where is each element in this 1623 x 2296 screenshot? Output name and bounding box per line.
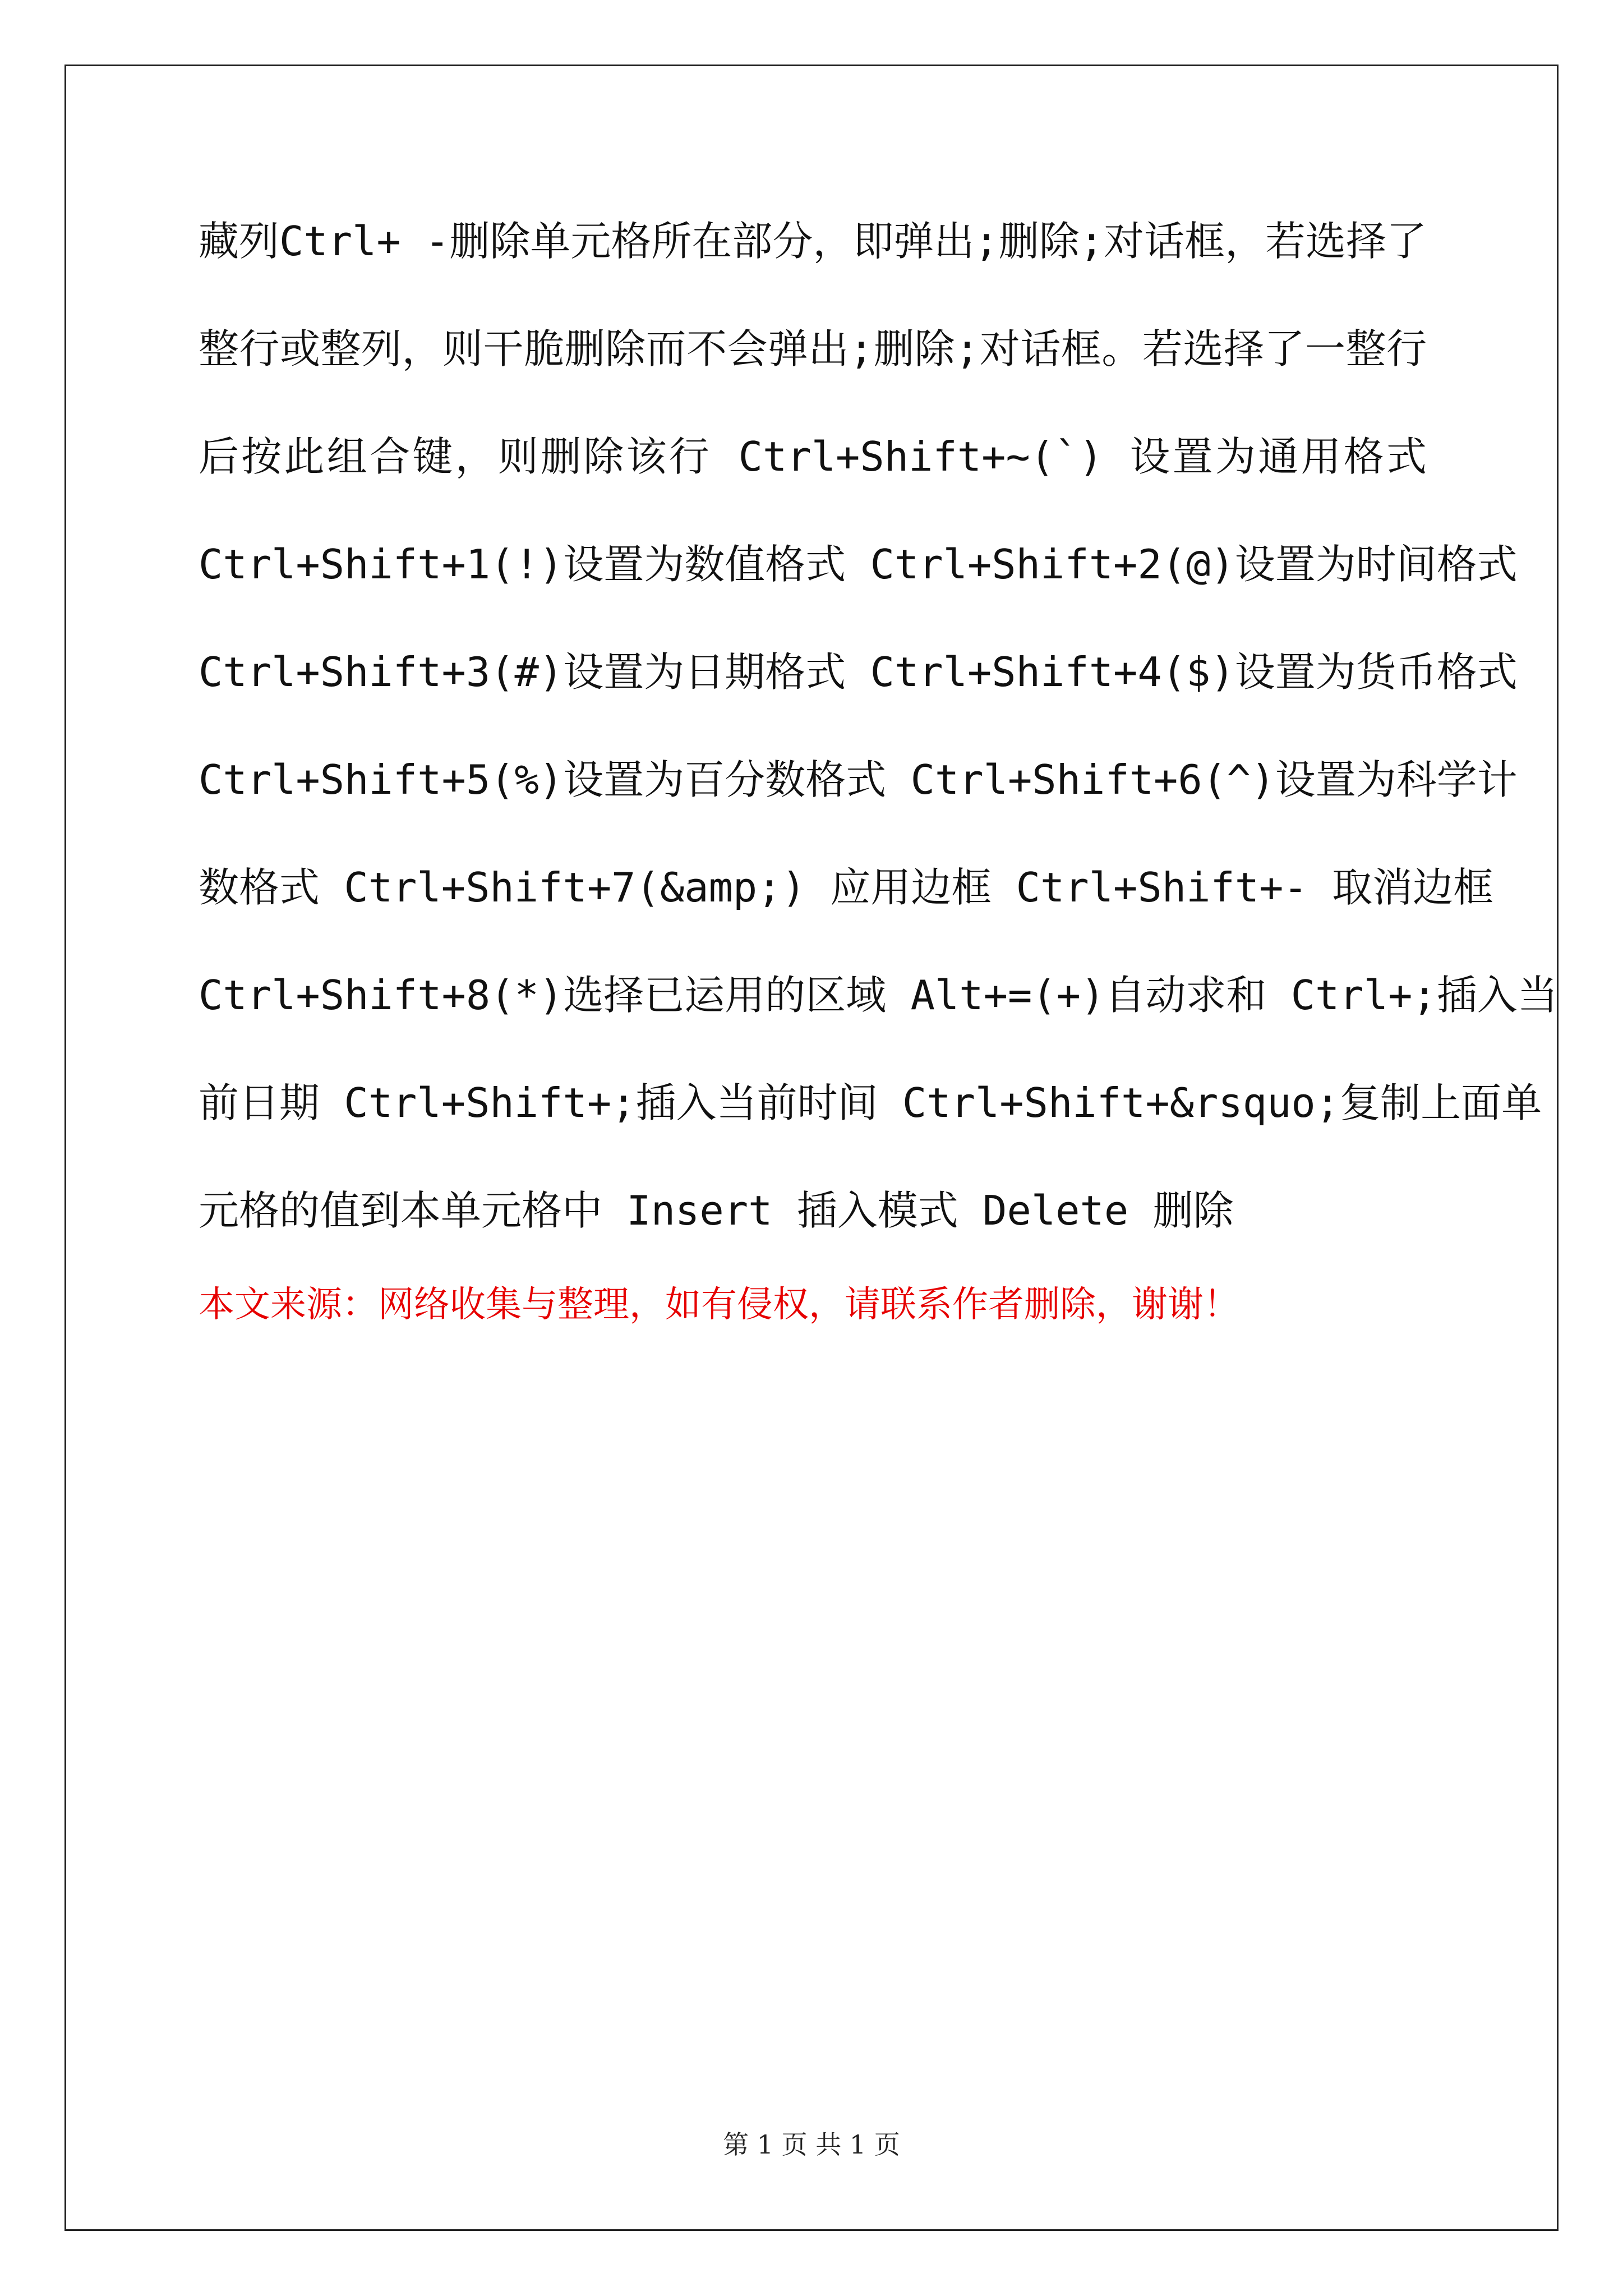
document-body (199, 214, 1558, 1291)
body-line-7: 数格式 Ctrl+Shift+7(&amp;) 应用边框 Ctrl+Shift+- 取消边框 (199, 864, 1494, 911)
body-line-1: 藏列Ctrl+ -删除单元格所在部分，即弹出;删除;对话框，若选择了 (199, 218, 1427, 265)
source-note: 本文来源：网络收集与整理，如有侵权，请联系作者删除，谢谢！ (199, 1284, 1239, 1326)
body-line-9: 前日期 Ctrl+Shift+;插入当前时间 Ctrl+Shift+&rsquo;复制上面单 (199, 1079, 1542, 1126)
body-line-4: Ctrl+Shift+1(!)设置为数值格式 Ctrl+Shift+2(@)设置为时间格式 (199, 541, 1518, 588)
page-number-footer: 第 1 页 共 1 页 (723, 2129, 900, 2160)
body-line-5: Ctrl+Shift+3(#)设置为日期格式 Ctrl+Shift+4($)设置为货币格式 (199, 648, 1518, 696)
body-line-3: 后按此组合键，则删除该行 Ctrl+Shift+~(`) 设置为通用格式 (199, 433, 1427, 480)
body-line-10: 元格的值到本单元格中 Insert 插入模式 Delete 删除 (199, 1187, 1234, 1234)
body-line-2: 整行或整列，则干脆删除而不会弹出;删除;对话框。若选择了一整行 (199, 325, 1427, 372)
body-line-8: Ctrl+Shift+8(*)选择已运用的区域 Alt+=(+)自动求和 Ctrl+;插入当 (199, 972, 1558, 1019)
body-line-6: Ctrl+Shift+5(%)设置为百分数格式 Ctrl+Shift+6(^)设置为科学计 (199, 756, 1518, 803)
